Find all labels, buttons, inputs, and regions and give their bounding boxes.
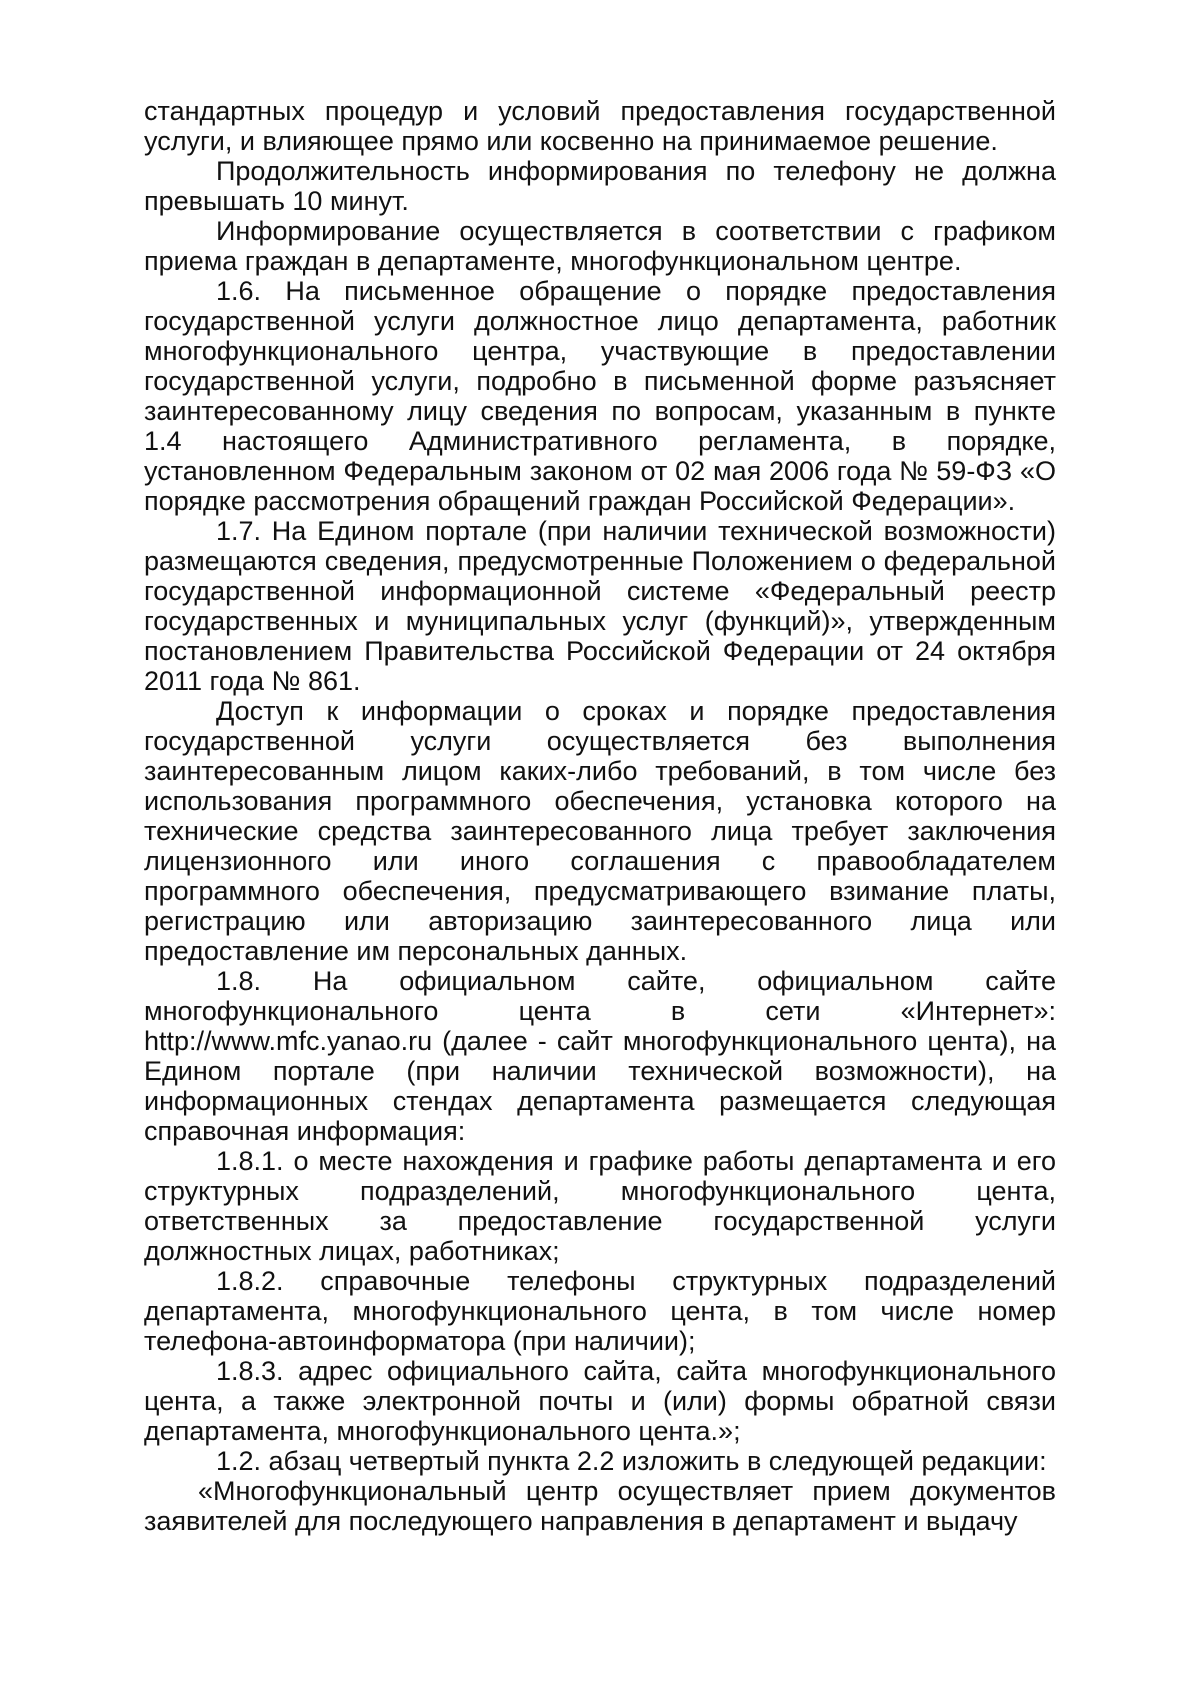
- paragraph-1-8-1: 1.8.1. о месте нахождения и графике работы департамента и его структурных подразделений, многофункционального цента, ответственных за предоставление государственной услуги должностных лицах, работниках;: [144, 1146, 1056, 1266]
- document-page: [144, 96, 1056, 1536]
- paragraph-1-2: 1.2. абзац четвертый пункта 2.2 изложить в следующей редакции:: [216, 1446, 1047, 1476]
- paragraph-continuation: стандартных процедур и условий предоставления государственной услуги, и влияющее прямо или косвенно на принимаемое решение.: [144, 96, 1056, 156]
- paragraph-schedule: Информирование осуществляется в соответствии с графиком приема граждан в департаменте, многофункциональном центре.: [144, 216, 1056, 276]
- paragraph-quote-start: «Многофункциональный центр осуществляет прием документов заявителей для последующего направления в департамент и выдачу: [144, 1476, 1056, 1536]
- paragraph-1-8: 1.8. На официальном сайте, официальном сайте многофункционального цента в сети «Интернет»: http://www.mfc.yanao.ru (далее - сайт многофункционального цента), на Едином портале (при наличии технической возможности), на информационных стендах департамента размещается следующая справочная информация:: [144, 966, 1056, 1146]
- paragraph-1-7: 1.7. На Едином портале (при наличии технической возможности) размещаются сведения, предусмотренные Положением о федеральной государственной информационной системе «Федеральный реестр государственных и муниципальных услуг (функций)», утвержденным постановлением Правительства Российской Федерации от 24 октября 2011 года № 861.: [144, 516, 1056, 696]
- paragraph-1-8-2: 1.8.2. справочные телефоны структурных подразделений департамента, многофункционального цента, в том числе номер телефона-автоинформатора (при наличии);: [144, 1266, 1056, 1356]
- paragraph-1-6: 1.6. На письменное обращение о порядке предоставления государственной услуги должностное лицо департамента, работник многофункционального центра, участвующие в предоставлении государственной услуги, подробно в письменной форме разъясняет заинтересованному лицу сведения по вопросам, указанным в пункте 1.4 настоящего Административного регламента, в порядке, установленном Федеральным законом от 02 мая 2006 года № 59-ФЗ «О порядке рассмотрения обращений граждан Российской Федерации».: [144, 276, 1056, 516]
- paragraph-1-8-3: 1.8.3. адрес официального сайта, сайта многофункционального цента, а также электронной почты и (или) формы обратной связи департамента, многофункционального цента.»;: [144, 1356, 1056, 1446]
- paragraph-phone-duration: Продолжительность информирования по телефону не должна превышать 10 минут.: [144, 156, 1056, 216]
- paragraph-access: Доступ к информации о сроках и порядке предоставления государственной услуги осуществляется без выполнения заинтересованным лицом каких-либо требований, в том числе без использования программного обеспечения, установка которого на технические средства заинтересованного лица требует заключения лицензионного или иного соглашения с правообладателем программного обеспечения, предусматривающего взимание платы, регистрацию или авторизацию заинтересованного лица или предоставление им персональных данных.: [144, 696, 1056, 966]
